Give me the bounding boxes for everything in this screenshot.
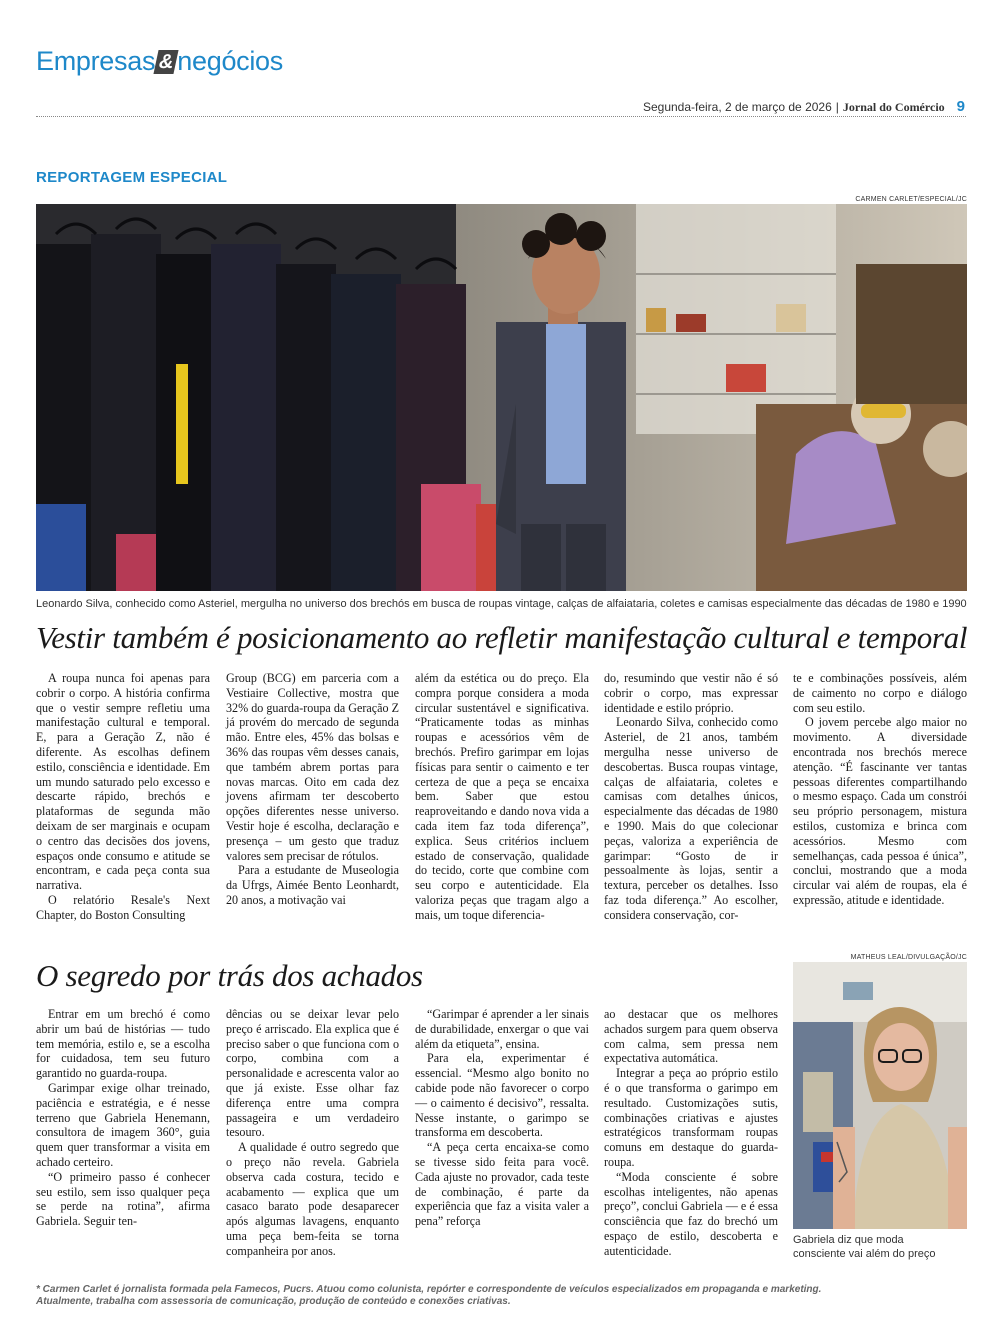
masthead-word-1: Empresas [36,46,156,76]
paragraph: “Garimpar é aprender a ler sinais de durabilidade, enxergar o que vai além da etiqueta”, ensina. [415,1007,589,1051]
main-photo [36,204,967,591]
paragraph: ao destacar que os melhores achados surgem para quem observa com calma, sem pressa nem expectativa automática. [604,1007,778,1066]
paragraph: A roupa nunca foi apenas para cobrir o corpo. A história confirma que o vestir sempre refletiu uma manifestação cultural e temporal. E, para a Geração Z, não é diferente. As escolhas definem estilo, consciência e identidade. Em um mundo saturado pelo excesso e descarte rápido, brechós e plataformas de segunda mão deixam de ser marginais e ocupam o centro das decisões dos jovens, espaços onde consumo e atitude se encontram, e cada peça conta sua narrativa. [36,671,210,893]
article1-column-2 [226,671,399,908]
paragraph: do, resumindo que vestir não é só cobrir o corpo, mas expressar identidade e estilo próprio. [604,671,778,715]
paragraph: Integrar a peça ao próprio estilo é o que transforma o garimpo em resultado. Customizações sutis, combinações criativas e ajustes estratégicos transformam roupas comuns em destaque do guarda-roupa. [604,1066,778,1169]
paragraph: te e combinações possíveis, além de caimento no corpo e diálogo com seu estilo. [793,671,967,715]
paragraph: O relatório Resale's Next Chapter, do Boston Consulting [36,892,210,922]
paragraph: “Moda consciente é sobre escolhas inteligentes, não apenas preço”, conclui Gabriela — e é essa consciência que faz do brechó um espaço de estilo, descoberta e autenticidade. [604,1169,778,1258]
side-photo-caption [793,1233,967,1261]
article2-column-4 [604,1007,778,1259]
masthead-ampersand: & [154,50,179,74]
thrift-store-photo [36,204,967,591]
main-photo-caption: Leonardo Silva, conhecido como Asteriel, mergulha no universo dos brechós em busca de roupas vintage, calças de alfaiataria, coletes e camisas especialmente das décadas de 1980 e 1990 [36,598,967,610]
article2-column-3 [415,1007,589,1229]
paragraph: “A peça certa encaixa-se como se tivesse sido feita para você. Cada ajuste no provador, cada teste de combinação, é parte da experiência que faz a visita valer a pena” reforça [415,1140,589,1229]
footnote-line-2: Atualmente, trabalha com assessoria de comunicação, produção de conteúdo e conexões criativas. [36,1296,511,1307]
header-rule [36,116,966,117]
paragraph: Para a estudante de Museologia da Ufrgs, Aimée Bento Leonhardt, 20 anos, a motivação vai [226,863,399,907]
article2-column-2 [226,1007,399,1259]
paragraph: dências ou se deixar levar pelo preço é arriscado. Ela explica que é preciso saber o que funciona com o corpo, combina com a personalidade e acrescenta valor ao que já existe. Esse olhar faz diferença entre uma compra passageira e um verdadeiro tesouro. [226,1007,399,1140]
footnote-line-1: * Carmen Carlet é jornalista formada pela Famecos, Pucrs. Atuou como colunista, repórter e correspondente de veículos especializados em propaganda e marketing. [36,1284,822,1295]
section-masthead [36,46,283,77]
paragraph: A qualidade é outro segredo que o preço não revela. Gabriela observa cada costura, tecido e acabamento — explica que um casaco barato pode desaparecer após algumas lavagens, enquanto uma peça bem-feita se torna companheira por anos. [226,1140,399,1258]
article2-column-1 [36,1007,210,1229]
article1-column-4 [604,671,778,923]
paragraph: além da estética ou do preço. Ela compra porque considera a moda circular sustentável e significativa. “Praticamente todas as minhas roupas e acessórios vêm de brechós. Prefiro garimpar em lojas físicas para sentir o caimento e ter certeza de que a peça se encaixa bem. Saber que estou reaproveitando e dando nova vida a cada item faz toda diferença”, explica. Seus critérios incluem estado de conservação, qualidade do tecido, corte que combine com seu corpo e autenticidade. Ela valoriza peças que tragam algo a mais, um toque diferencia- [415,671,589,922]
paragraph: O jovem percebe algo maior no movimento. A diversidade encontrada nos brechós merece atenção. “É fascinante ver tantas pessoas diferentes compartilhando o mesmo espaço. Cada um constrói seu próprio personagem, mistura estilos, customiza e brinca com acessórios. Mesmo com semelhanças, cada pessoa é única”, conclui, mostrando que a moda circular vai além de roupas, ela é expressão, atitude e identidade. [793,715,967,907]
sub-article-headline: O segredo por trás dos achados [36,958,423,993]
main-photo-credit: CARMEN CARLET/ESPECIAL/JC [855,196,967,203]
page-number: 9 [956,98,965,115]
author-footnote [36,1284,966,1308]
masthead-word-2: negócios [177,46,283,76]
dateline [643,98,965,115]
side-caption-line-2: consciente vai além do preço [793,1248,936,1260]
side-photo [793,962,967,1229]
paragraph: Garimpar exige olhar treinado, paciência e estratégia, e é nesse terreno que Gabriela Henemann, consultora de imagem 360°, guia quem quer transformar a visita em achado certeiro. [36,1080,210,1169]
article1-column-1 [36,671,210,923]
paragraph: Leonardo Silva, conhecido como Asteriel, de 21 anos, também mergulha nesse universo de descobertas. Busca roupas vintage, calças de alfaiataria, coletes e camisas com detalhes únicos, especialmente das décadas de 1980 e 1990. Mais do que colecionar peças, valoriza a experiência de garimpar: “Gosto de ir pessoalmente às lojas, sentir a textura, perceber os detalhes. Isso faz toda diferença.” Ao escolher, considera conservação, cor- [604,715,778,922]
issue-date: Segunda-feira, 2 de março de 2026 [642,100,832,114]
paragraph: Para ela, experimentar é essencial. “Mesmo algo bonito no cabide pode não favorecer o corpo — o caimento é decisivo”, ressalta. Nesse instante, o garimpo se transforma em descoberta. [415,1051,589,1140]
article1-column-5 [793,671,967,908]
paragraph: Group (BCG) em parceria com a Vestiaire Collective, mostra que 32% do guarda-roupa da Geração Z já provém do mercado de segunda mão. Entre eles, 45% das bolsas e 36% das roupas vêm desses canais, que também abrem portas para novas marcas. Oito em cada dez jovens afirmam ter descoberto opções diferentes nesse universo. Vestir hoje é escolha, declaração e presença – um gesto que traduz valores sem precisar de rótulos. [226,671,399,863]
side-caption-line-1: Gabriela diz que moda [793,1234,904,1246]
paragraph: “O primeiro passo é conhecer seu estilo, sem isso qualquer peça se perde na rotina”, afirma Gabriela. Seguir ten- [36,1169,210,1229]
side-photo-credit: MATHEUS LEAL/DIVULGAÇÃO/JC [850,954,967,961]
dateline-separator: | [835,100,839,114]
paragraph: Entrar em um brechó é como abrir um baú de histórias — tudo tem memória, estilo e, se a escolha for cuidadosa, tem seu futuro garantido no guarda-roupa. [36,1007,210,1081]
gabriela-portrait-photo [793,962,967,1229]
section-kicker: REPORTAGEM ESPECIAL [36,169,228,186]
article-headline: Vestir também é posicionamento ao refletir manifestação cultural e temporal [36,620,968,655]
article1-column-3 [415,671,589,923]
newspaper-name: Jornal do Comércio [842,100,945,114]
